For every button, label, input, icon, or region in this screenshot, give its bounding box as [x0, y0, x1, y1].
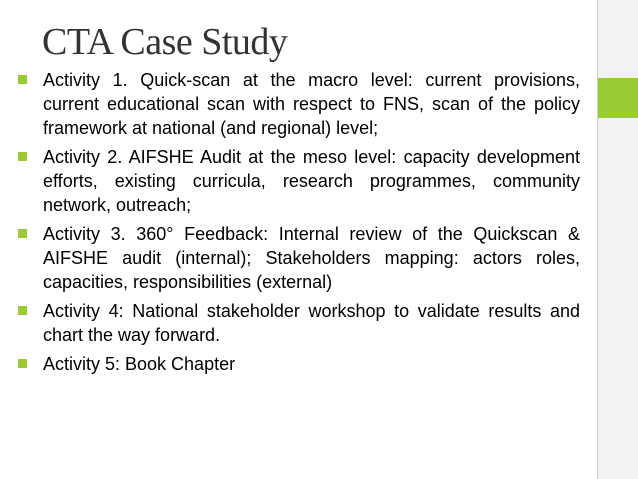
square-bullet-icon [18, 306, 27, 315]
bullet-text: Activity 5: Book Chapter [43, 354, 236, 374]
bullet-text: Activity 2. AIFSHE Audit at the meso level: capacity development efforts, existing curricula, research programmes, community network, outreach; [43, 147, 580, 215]
square-bullet-icon [18, 75, 27, 84]
accent-block [598, 78, 638, 118]
square-bullet-icon [18, 152, 27, 161]
square-bullet-icon [18, 229, 27, 238]
bullet-text: Activity 3. 360° Feedback: Internal review of the Quickscan & AIFSHE audit (internal); Stakeholders mapping: actors roles, capacities, responsibilities (external) [43, 224, 580, 292]
bullet-list [18, 68, 580, 381]
bullet-item [18, 299, 580, 347]
bullet-item [18, 145, 580, 217]
side-bar [598, 0, 638, 479]
square-bullet-icon [18, 359, 27, 368]
bullet-text: Activity 4: National stakeholder workshop to validate results and chart the way forward. [43, 301, 580, 345]
bullet-item [18, 68, 580, 140]
slide-title: CTA Case Study [42, 21, 288, 63]
bullet-item [18, 352, 580, 376]
bullet-text: Activity 1. Quick-scan at the macro level: current provisions, current educational scan with respect to FNS, scan of the policy framework at national (and regional) level; [43, 70, 580, 138]
bullet-item [18, 222, 580, 294]
